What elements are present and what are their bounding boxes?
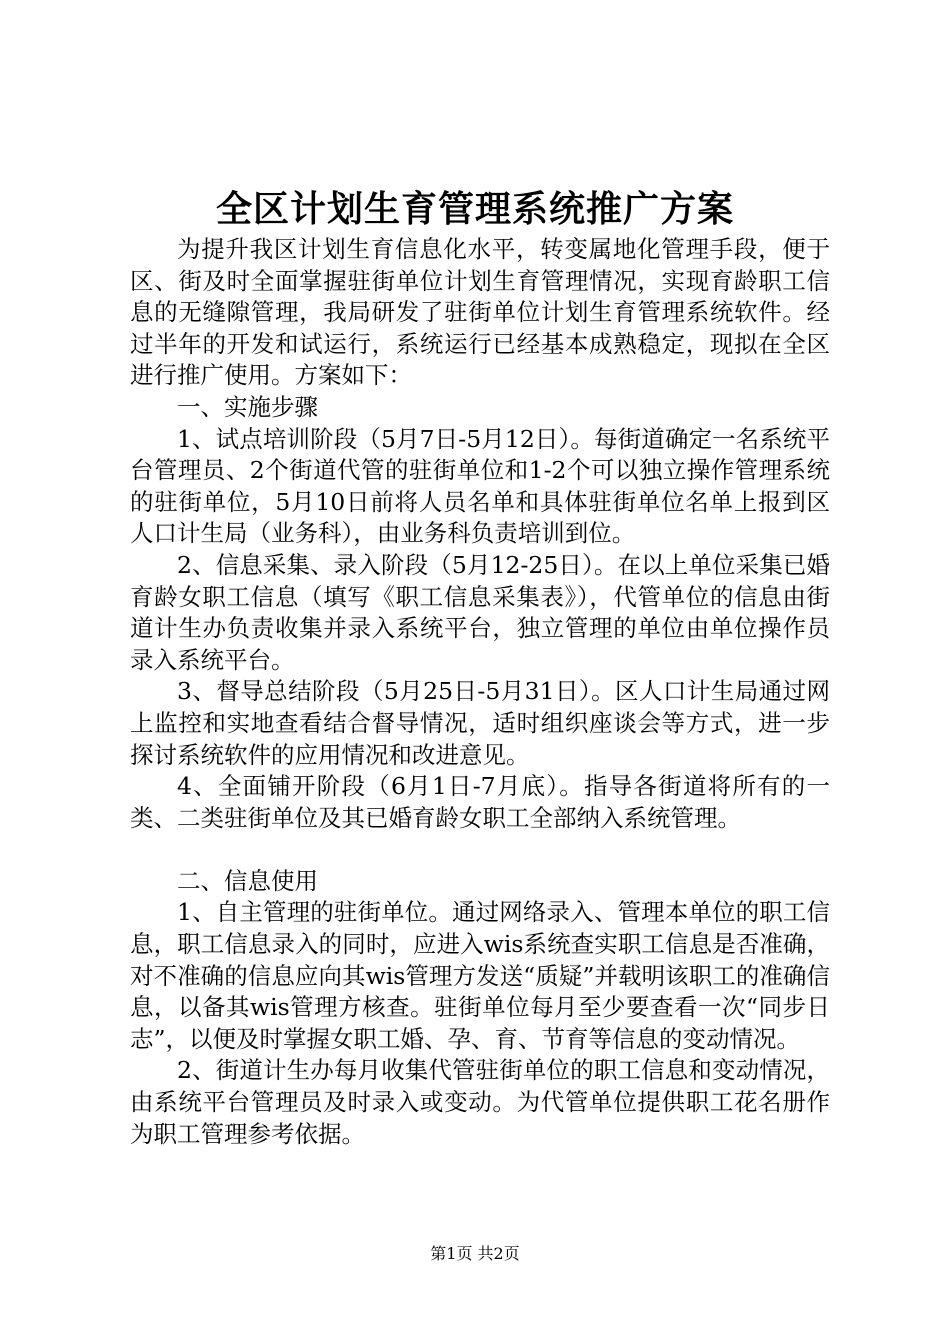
page-number: 第1页 共2页 bbox=[430, 1244, 520, 1263]
intro-paragraph: 为提升我区计划生育信息化水平，转变属地化管理手段，便于区、街及时全面掌握驻街单位计划生育管理情况，实现育龄职工信息的无缝隙管理，我局研发了驻街单位计划生育管理系统软件。经过半年的开发和试运行，系统运行已经基本成熟稳定，现拟在全区进行推广使用。方案如下： bbox=[130, 235, 830, 390]
usage-1-paragraph: 1、自主管理的驻街单位。通过网络录入、管理本单位的职工信息，职工信息录入的同时，应进入wis系统查实职工信息是否准确，对不准确的信息应向其wis管理方发送“质疑”并载明该职工的准确信息，以备其wis管理方核查。驻街单位每月至少要查看一次“同步日志”，以便及时掌握女职工婚、孕、育、节育等信息的变动情况。 bbox=[130, 898, 830, 1053]
document-body bbox=[130, 234, 830, 1150]
section-heading-info-usage: 二、信息使用 bbox=[177, 866, 318, 895]
document-title: 全区计划生育管理系统推广方案 bbox=[215, 189, 734, 230]
step-2-paragraph: 2、信息采集、录入阶段（5月12-25日）。在以上单位采集已婚育龄女职工信息（填写《职工信息采集表》），代管单位的信息由街道计生办负责收集并录入系统平台，独立管理的单位由单位操作员录入系统平台。 bbox=[130, 550, 830, 674]
usage-2-paragraph: 2、街道计生办每月收集代管驻街单位的职工信息和变动情况，由系统平台管理员及时录入或变动。为代管单位提供职工花名册作为职工管理参考依据。 bbox=[130, 1056, 830, 1148]
step-1-paragraph: 1、试点培训阶段（5月7日-5月12日）。每街道确定一名系统平台管理员、2个街道代管的驻街单位和1-2个可以独立操作管理系统的驻街单位，5月10日前将人员名单和具体驻街单位名单上报到区人口计生局（业务科），由业务科负责培训到位。 bbox=[130, 424, 830, 548]
step-3-paragraph: 3、督导总结阶段（5月25日-5月31日）。区人口计生局通过网上监控和实地查看结合督导情况，适时组织座谈会等方式，进一步探讨系统软件的应用情况和改进意见。 bbox=[130, 677, 830, 769]
section-heading-implementation: 一、实施步骤 bbox=[177, 392, 318, 421]
blank-line bbox=[130, 834, 830, 866]
step-4-paragraph: 4、全面铺开阶段（6月1日-7月底）。指导各街道将所有的一类、二类驻街单位及其已婚育龄女职工全部纳入系统管理。 bbox=[130, 772, 830, 832]
